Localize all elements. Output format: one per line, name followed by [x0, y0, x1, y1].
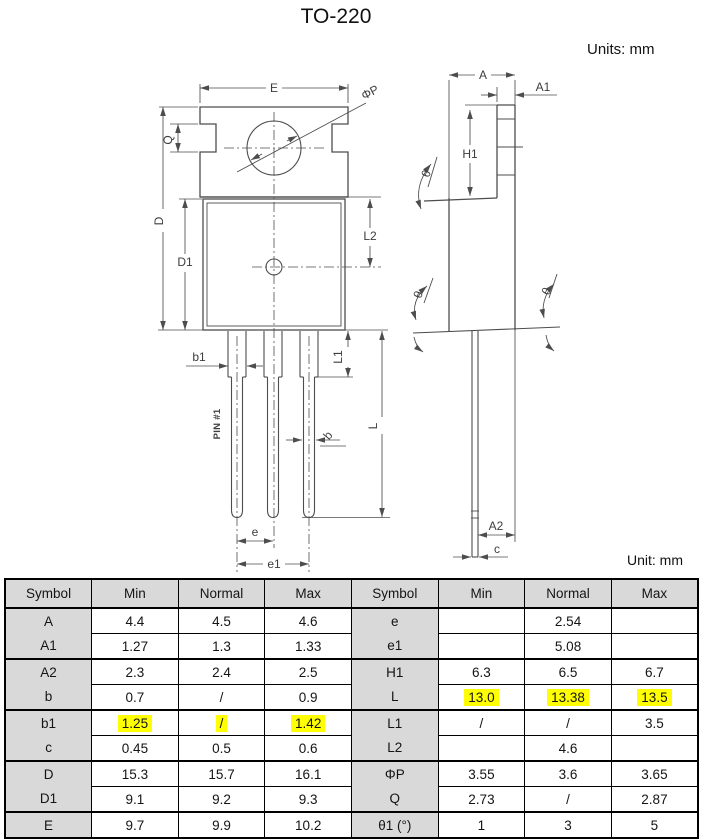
value-cell: 1 [438, 812, 525, 838]
dim-label-l2: L2 [363, 229, 377, 243]
symbol-cell: ΦP [352, 761, 439, 787]
units-note-top: Units: mm [587, 41, 655, 58]
table-row [5, 812, 698, 838]
value-cell: 4.6 [525, 736, 612, 762]
col-header: Min [92, 579, 179, 608]
dim-label-a2: A2 [488, 519, 504, 533]
value-cell: 3 [525, 812, 612, 838]
dim-label-a1: A1 [535, 80, 551, 94]
value-cell: 15.3 [92, 761, 179, 787]
dim-label-theta-bottom-left: θ [410, 289, 426, 301]
table-row [5, 634, 698, 660]
value-cell: 4.4 [92, 608, 179, 634]
value-cell-highlighted: 1.42 [265, 710, 352, 736]
symbol-cell: A2 [5, 659, 92, 685]
value-cell: 0.45 [92, 736, 179, 762]
pin1-label: PIN #1 [212, 408, 223, 440]
table-row [5, 710, 698, 736]
value-cell: 9.9 [178, 812, 265, 838]
dim-label-e-pitch: e [251, 525, 259, 539]
value-cell [611, 608, 698, 634]
dim-label-b: b [320, 428, 336, 443]
value-cell: 5.08 [525, 634, 612, 660]
symbol-cell: c [5, 736, 92, 762]
dim-label-e-width: E [269, 81, 279, 95]
table-row [5, 685, 698, 711]
value-cell: 3.5 [611, 710, 698, 736]
value-cell: / [525, 710, 612, 736]
dim-label-b1: b1 [192, 350, 206, 364]
value-cell [438, 736, 525, 762]
value-cell: 6.3 [438, 659, 525, 685]
symbol-cell: L [352, 685, 439, 711]
value-cell [611, 634, 698, 660]
value-cell: 2.73 [438, 787, 525, 813]
value-cell-highlighted: 1.25 [92, 710, 179, 736]
dim-label-h1: H1 [462, 147, 478, 161]
value-cell: 1.3 [178, 634, 265, 660]
value-cell: 9.1 [92, 787, 179, 813]
page-title: TO-220 [300, 5, 372, 28]
dim-label-theta-bottom-right: θ [538, 285, 555, 298]
center-lines [224, 112, 381, 572]
col-header: Normal [178, 579, 265, 608]
value-cell: 0.9 [265, 685, 352, 711]
symbol-cell: L2 [352, 736, 439, 762]
dim-label-theta-top: θ [418, 168, 434, 180]
col-header: Normal [525, 579, 612, 608]
value-cell: 2.4 [178, 659, 265, 685]
value-cell: 4.5 [178, 608, 265, 634]
value-cell: 2.3 [92, 659, 179, 685]
dim-label-l1: L1 [331, 350, 345, 364]
symbol-cell: D1 [5, 787, 92, 813]
value-cell: 4.6 [265, 608, 352, 634]
value-cell: / [525, 787, 612, 813]
table-row [5, 608, 698, 634]
dim-label-l: L [366, 422, 380, 430]
symbol-cell: A [5, 608, 92, 634]
value-cell [438, 634, 525, 660]
col-header: Max [611, 579, 698, 608]
symbol-cell: Q [352, 787, 439, 813]
value-cell: 5 [611, 812, 698, 838]
value-cell: 3.55 [438, 761, 525, 787]
value-cell: 1.33 [265, 634, 352, 660]
units-note-table: Unit: mm [627, 552, 683, 568]
dim-label-d1: D1 [177, 255, 193, 269]
dim-label-q: Q [161, 135, 175, 145]
table-row [5, 736, 698, 762]
value-cell: / [438, 710, 525, 736]
value-cell [438, 608, 525, 634]
value-cell: 3.6 [525, 761, 612, 787]
dim-label-c: c [494, 542, 500, 556]
value-cell: 6.7 [611, 659, 698, 685]
value-cell: / [178, 685, 265, 711]
value-cell: 1.27 [92, 634, 179, 660]
lead-2 [264, 331, 282, 518]
value-cell: 0.5 [178, 736, 265, 762]
table-row [5, 659, 698, 685]
symbol-cell: A1 [5, 634, 92, 660]
dim-label-phi-p: ΦP [359, 82, 382, 103]
side-view [410, 80, 560, 557]
table-header-row [5, 579, 698, 608]
value-cell [611, 736, 698, 762]
value-cell: 9.7 [92, 812, 179, 838]
value-cell-highlighted: 13.38 [525, 685, 612, 711]
symbol-cell: E [5, 812, 92, 838]
value-cell: 2.5 [265, 659, 352, 685]
dimension-table [4, 578, 699, 839]
side-dimensions [414, 75, 557, 557]
dim-label-a: A [478, 68, 488, 82]
value-cell: 3.65 [611, 761, 698, 787]
value-cell: 0.7 [92, 685, 179, 711]
col-header: Symbol [352, 579, 439, 608]
col-header: Max [265, 579, 352, 608]
col-header: Min [438, 579, 525, 608]
symbol-cell: e1 [352, 634, 439, 660]
value-cell: 2.54 [525, 608, 612, 634]
value-cell: 6.5 [525, 659, 612, 685]
col-header: Symbol [5, 579, 92, 608]
value-cell: 9.3 [265, 787, 352, 813]
symbol-cell: e [352, 608, 439, 634]
symbol-cell: L1 [352, 710, 439, 736]
symbol-cell: D [5, 761, 92, 787]
value-cell-highlighted: / [178, 710, 265, 736]
table-row [5, 761, 698, 787]
symbol-cell: θ1 (°) [352, 812, 439, 838]
table-row [5, 787, 698, 813]
value-cell-highlighted: 13.0 [438, 685, 525, 711]
value-cell: 10.2 [265, 812, 352, 838]
symbol-cell: b1 [5, 710, 92, 736]
symbol-cell: b [5, 685, 92, 711]
value-cell-highlighted: 13.5 [611, 685, 698, 711]
value-cell: 9.2 [178, 787, 265, 813]
value-cell: 0.6 [265, 736, 352, 762]
dim-label-d: D [152, 216, 166, 226]
symbol-cell: H1 [352, 659, 439, 685]
value-cell: 16.1 [265, 761, 352, 787]
value-cell: 15.7 [178, 761, 265, 787]
dim-label-e1-pitch: e1 [267, 557, 281, 571]
value-cell: 2.87 [611, 787, 698, 813]
